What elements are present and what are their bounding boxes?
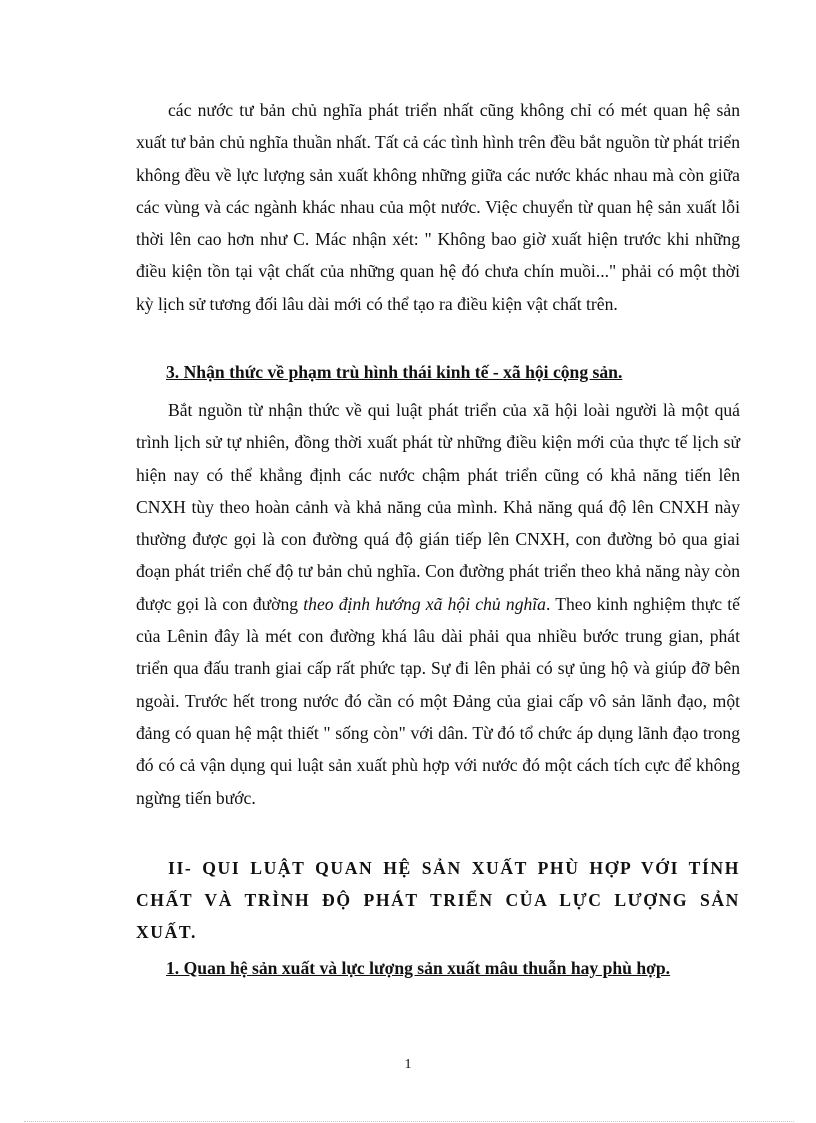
paragraph-2-text-a: Bắt nguồn từ nhận thức về qui luật phát triển của xã hội loài người là một quá trình lịch sử tự nhiên, đồng thời xuất phát từ những điều kiện mới của thực tế lịch sử hiện nay có thể khẳng định các nước chậm phát triển cũng có khả năng tiến lên CNXH tùy theo hoàn cảnh và khả năng của mình. Khả năng quá độ lên CNXH này thường được gọi là con đường quá độ gián tiếp lên CNXH, con đường bỏ qua giai đoạn phát triển chế độ tư bản chủ nghĩa. Con đường phát triển theo khả năng này còn được gọi là con đường (136, 400, 740, 614)
body-paragraph-2 (136, 394, 740, 814)
page-number: 1 (404, 1057, 412, 1072)
section-heading-ii: II- QUI LUẬT QUAN HỆ SẢN XUẤT PHÙ HỢP VỚI TÍNH CHẤT VÀ TRÌNH ĐỘ PHÁT TRIỂN CỦA LỰC LƯỢNG SẢN XUẤT. (136, 858, 740, 942)
subheading-3: 3. Nhận thức về phạm trù hình thái kinh tế - xã hội cộng sản. (166, 362, 623, 382)
page-bottom-rule (24, 1121, 794, 1122)
subheading-1: 1. Quan hệ sản xuất và lực lượng sản xuất mâu thuẫn hay phù hợp. (166, 958, 671, 978)
paragraph-2-text-b: . Theo kinh nghiệm thực tế của Lênin đây là mét con đường khá lâu dài phải qua nhiều bước trung gian, phát triển qua đấu tranh giai cấp rất phức tạp. Sự đi lên phải có sự ủng hộ và giúp đỡ bên ngoài. Trước hết trong nước đó cần có một Đảng của giai cấp vô sản lãnh đạo, một đảng có quan hệ mật thiết " sống còn" với dân. Từ đó tổ chức áp dụng lãnh đạo trong đó có cả vận dụng qui luật sản xuất phù hợp với nước đó một cách tích cực để không ngừng tiến bước. (136, 593, 740, 808)
paragraph-2-italic-phrase: theo định hướng xã hội chủ nghĩa (303, 593, 546, 614)
body-paragraph-1: các nước tư bản chủ nghĩa phát triển nhất cũng không chỉ có mét quan hệ sản xuất tư bản chủ nghĩa thuần nhất. Tất cả các tình hình trên đều bắt nguồn từ phát triển không đều về lực lượng sản xuất không những giữa các nước khác nhau mà còn giữa các vùng và các ngành khác nhau của một nước. Việc chuyển từ quan hệ sản xuất lỗi thời lên cao hơn như C. Mác nhận xét: " Không bao giờ xuất hiện trước khi những điều kiện tồn tại vật chất của những quan hệ đó chưa chín muồi..." phải có một thời kỳ lịch sử tương đối lâu dài mới có thể tạo ra điều kiện vật chất trên. (136, 100, 740, 314)
